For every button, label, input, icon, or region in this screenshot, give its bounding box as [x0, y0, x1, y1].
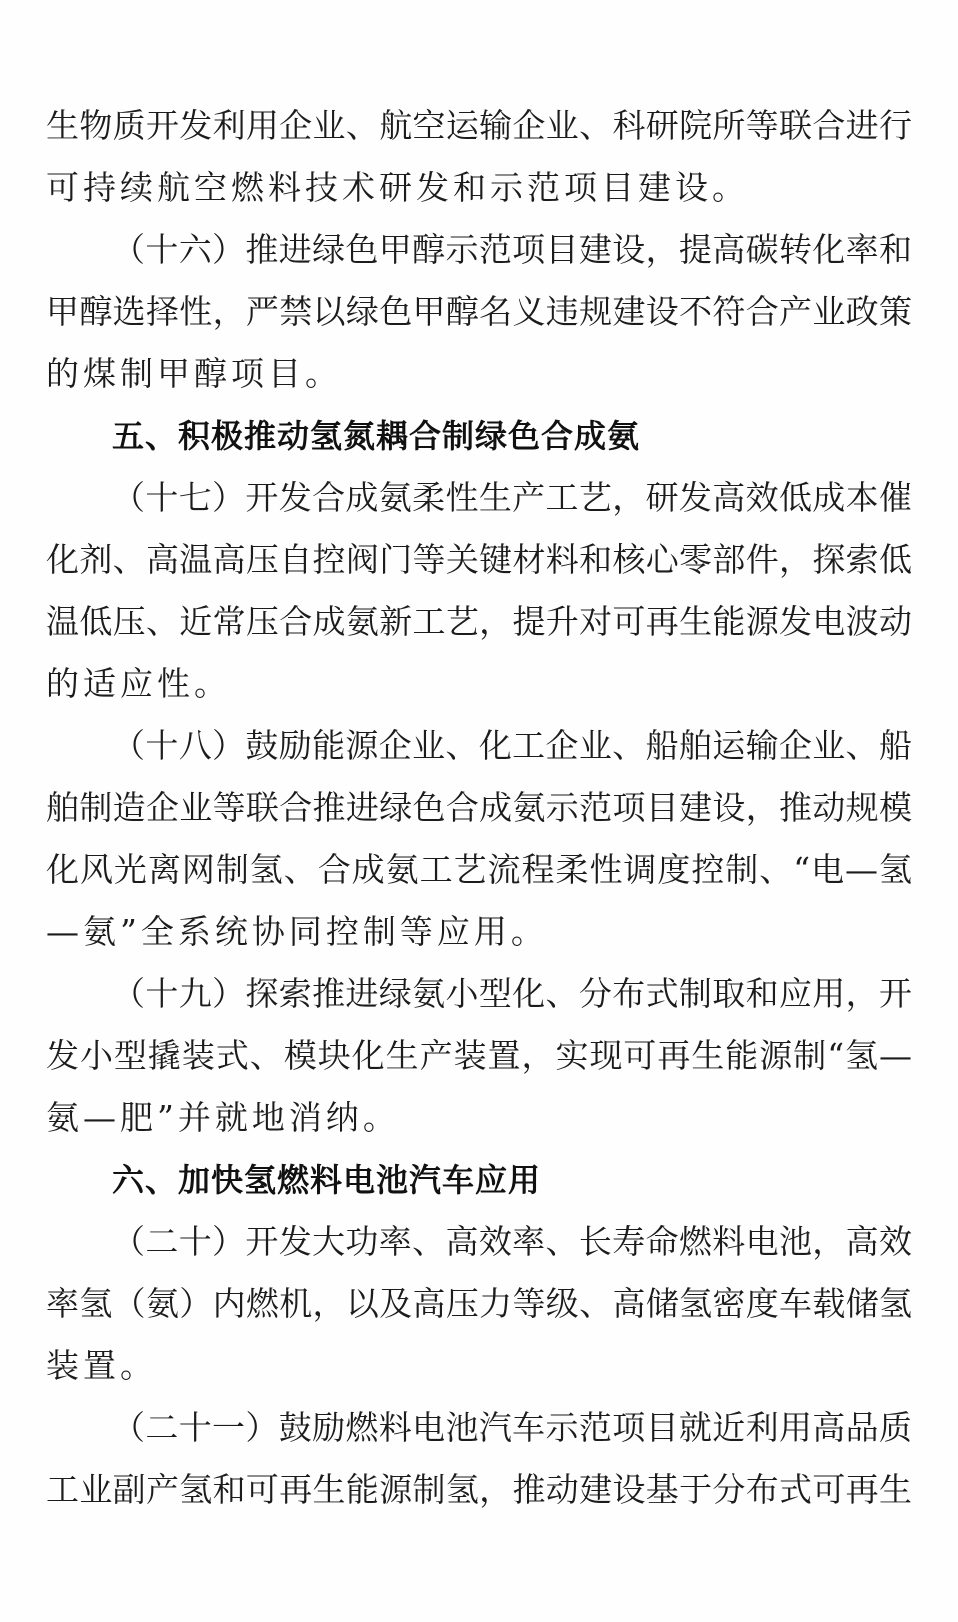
paragraph-line: 装置。: [46, 1346, 157, 1385]
paragraph-line: 的煤制甲醇项目。: [46, 354, 342, 393]
paragraph-line: 化剂、高温高压自控阀门等关键材料和核心零部件，探索低: [46, 540, 912, 579]
paragraph-line: 可持续航空燃料技术研发和示范项目建设。: [46, 168, 749, 207]
paragraph-line: （二十一）鼓励燃料电池汽车示范项目就近利用高品质: [112, 1408, 912, 1447]
paragraph-line: 化风光离网制氢、合成氨工艺流程柔性调度控制、“电—氢: [46, 850, 912, 889]
paragraph-line: （十七）开发合成氨柔性生产工艺，研发高效低成本催: [112, 478, 912, 517]
paragraph-line: 甲醇选择性，严禁以绿色甲醇名义违规建设不符合产业政策: [46, 292, 912, 331]
section-heading: 六、加快氢燃料电池汽车应用: [112, 1161, 542, 1199]
paragraph-line: 发小型撬装式、模块化生产装置，实现可再生能源制“氢—: [46, 1036, 912, 1075]
paragraph-line: 生物质开发利用企业、航空运输企业、科研院所等联合进行: [46, 106, 912, 145]
paragraph-line: 氨—肥”并就地消纳。: [46, 1098, 400, 1137]
paragraph-line: 的适应性。: [46, 664, 231, 703]
paragraph-line: 温低压、近常压合成氨新工艺，提升对可再生能源发电波动: [46, 602, 912, 641]
paragraph-line: （十九）探索推进绿氨小型化、分布式制取和应用，开: [112, 974, 912, 1013]
section-heading: 五、积极推动氢氮耦合制绿色合成氨: [112, 417, 641, 455]
paragraph-line: —氨”全系统协同控制等应用。: [46, 912, 548, 951]
paragraph-line: 率氢（氨）内燃机，以及高压力等级、高储氢密度车载储氢: [46, 1284, 912, 1323]
paragraph-line: （十六）推进绿色甲醇示范项目建设，提高碳转化率和: [112, 230, 912, 269]
paragraph-line: （十八）鼓励能源企业、化工企业、船舶运输企业、船: [112, 726, 912, 765]
paragraph-line: （二十）开发大功率、高效率、长寿命燃料电池，高效: [112, 1222, 912, 1261]
paragraph-line: 舶制造企业等联合推进绿色合成氨示范项目建设，推动规模: [46, 788, 912, 827]
paragraph-line: 工业副产氢和可再生能源制氢，推动建设基于分布式可再生: [46, 1470, 912, 1509]
